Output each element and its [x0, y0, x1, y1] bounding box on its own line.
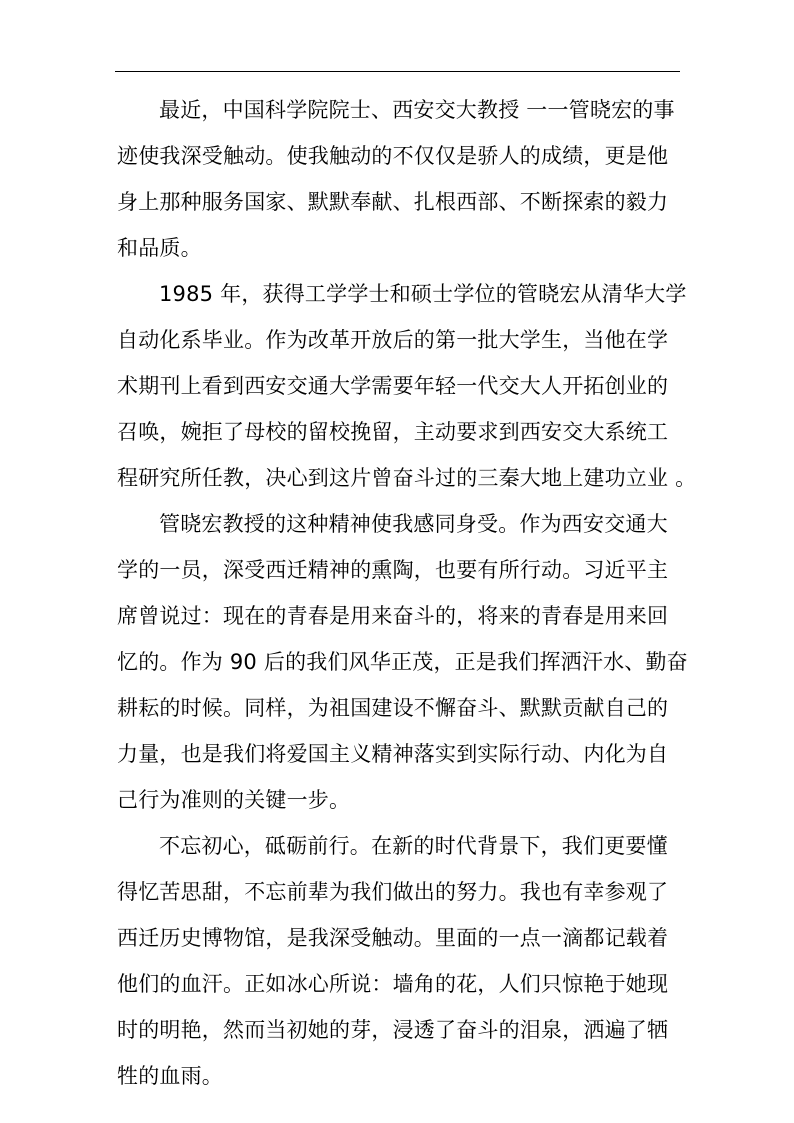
paragraph-3-line-7: 己行为准则的关键一步。 [117, 788, 351, 812]
header-rule [115, 71, 680, 72]
paragraph-4-line-6: 牲的血雨。 [117, 1064, 223, 1088]
paragraph-4-line-5: 时的明艳，然而当初她的芽，浸透了奋斗的泪泉，洒遍了牺 [117, 1018, 669, 1042]
paragraph-1-line-2: 迹使我深受触动。使我触动的不仅仅是骄人的成绩，更是他 [117, 144, 669, 168]
paragraph-3-line-6: 力量，也是我们将爱国主义精神落实到实际行动、内化为自 [117, 742, 669, 766]
paragraph-3-line-5: 耕耘的时候。同样，为祖国建设不懈奋斗、默默贡献自己的 [117, 696, 669, 720]
paragraph-3-line-3: 席曾说过：现在的青春是用来奋斗的，将来的青春是用来回 [117, 604, 669, 628]
paragraph-1-line-1: 最近，中国科学院院士、西安交大教授 一一管晓宏的事 [159, 98, 675, 122]
paragraph-1-line-3: 身上那种服务国家、默默奉献、扎根西部、不断探索的毅力 [117, 190, 669, 214]
paragraph-3-line-4: 忆的。作为 90 后的我们风华正茂，正是我们挥洒汗水、勤奋 [117, 650, 688, 674]
paragraph-3-line-2: 学的一员，深受西迁精神的熏陶，也要有所行动。习近平主 [117, 558, 669, 582]
paragraph-4-line-2: 得忆苦思甜，不忘前辈为我们做出的努力。我也有幸参观了 [117, 880, 669, 904]
paragraph-4-line-3: 西迁历史博物馆，是我深受触动。里面的一点一滴都记载着 [117, 926, 669, 950]
paragraph-4-line-1: 不忘初心，砥砺前行。在新的时代背景下，我们更要懂 [159, 834, 668, 858]
paragraph-2-line-1: 1985 年，获得工学学士和硕士学位的管晓宏从清华大学 [159, 282, 687, 306]
paragraph-1-line-4: 和品质。 [117, 236, 202, 260]
paragraph-2-line-2: 自动化系毕业。作为改革开放后的第一批大学生，当他在学 [117, 328, 669, 352]
paragraph-2-line-4: 召唤，婉拒了母校的留校挽留，主动要求到西安交大系统工 [117, 420, 669, 444]
paragraph-2-line-5: 程研究所任教，决心到这片曾奋斗过的三秦大地上建功立业 。 [117, 466, 697, 490]
paragraph-4-line-4: 他们的血汗。正如冰心所说：墙角的花，人们只惊艳于她现 [117, 972, 669, 996]
paragraph-3-line-1: 管晓宏教授的这种精神使我感同身受。作为西安交通大 [159, 512, 668, 536]
paragraph-2-line-3: 术期刊上看到西安交通大学需要年轻一代交大人开拓创业的 [117, 374, 669, 398]
